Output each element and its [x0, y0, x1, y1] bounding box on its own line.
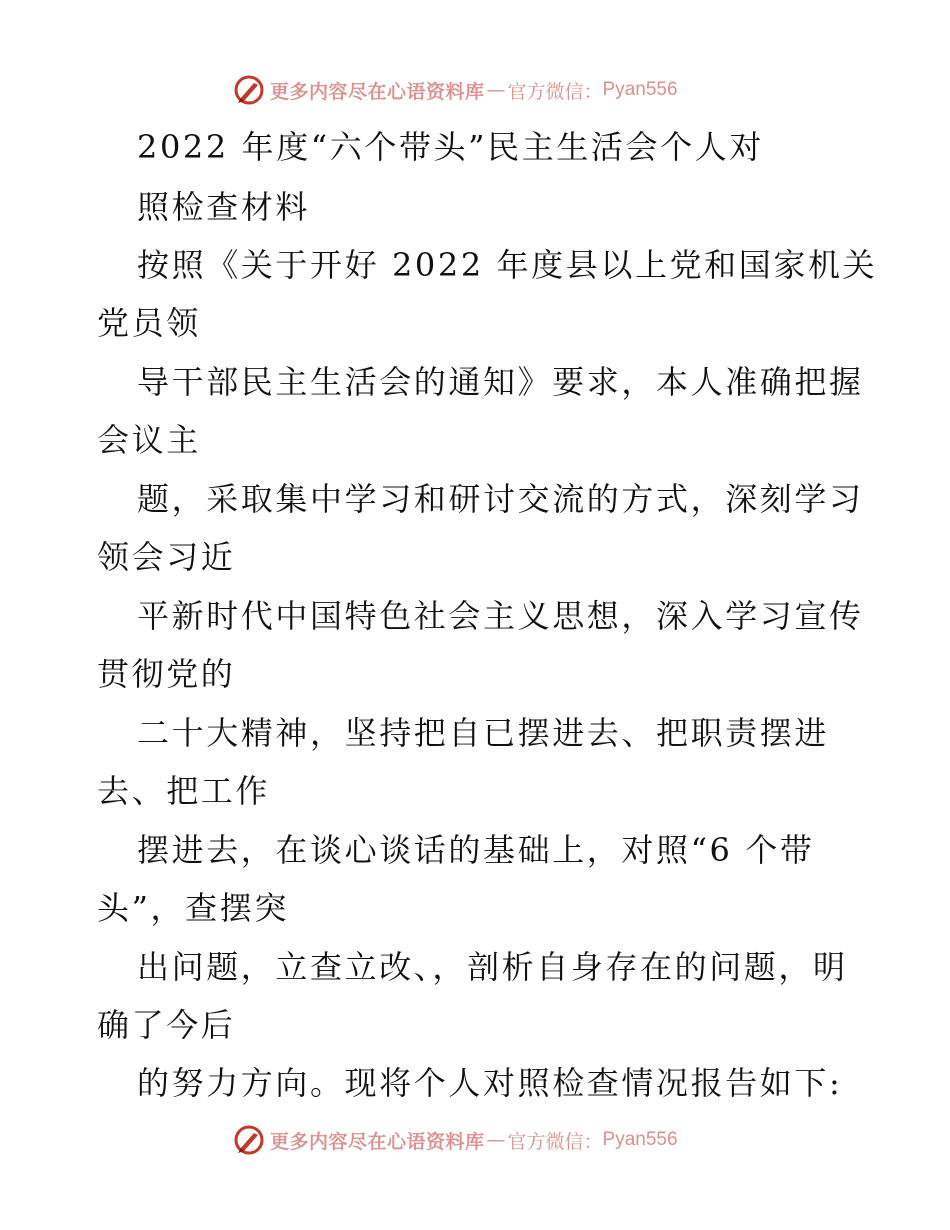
body-line: 贯彻党的	[97, 655, 236, 693]
body-line: 领会习近	[97, 538, 236, 576]
body-line: 摆进去，在谈心谈话的基础上，对照“6 个带	[137, 831, 815, 869]
body-line: 的努力方向。现将个人对照检查情况报告如下:	[137, 1064, 843, 1102]
banner-separator: —	[486, 1129, 506, 1151]
body-line: 确了今后	[97, 1006, 236, 1044]
banner-main-text: 更多内容尽在心语资料库	[270, 1130, 485, 1153]
body-line: 去、把工作	[97, 772, 271, 810]
banner-separator: —	[486, 79, 506, 101]
header-banner	[232, 70, 678, 110]
body-line: 会议主	[97, 421, 201, 459]
pen-logo-icon	[232, 1123, 266, 1157]
banner-wechat-id: Pyan556	[602, 1129, 678, 1150]
banner-sub-text: 官方微信：	[507, 80, 603, 103]
body-line: 平新时代中国特色社会主义思想，深入学习宣传	[137, 597, 864, 635]
body-line: 头”，查摆突	[97, 889, 289, 927]
body-line: 导干部民主生活会的通知》要求，本人准确把握	[137, 363, 864, 401]
title-line-2: 照检查材料	[137, 188, 311, 226]
title-line-1: 2022 年度“六个带头”民主生活会个人对	[137, 128, 764, 166]
body-line: 二十大精神，坚持把自已摆进去、把职责摆进	[137, 714, 830, 752]
footer-banner	[232, 1120, 678, 1160]
body-line: 出问题，立查立改、，剖析自身存在的问题，明	[137, 948, 848, 986]
body-line: 党员领	[97, 304, 201, 342]
banner-main-text: 更多内容尽在心语资料库	[270, 80, 485, 103]
body-line: 按照《关于开好 2022 年度县以上党和国家机关	[137, 246, 878, 284]
banner-wechat-id: Pyan556	[602, 79, 678, 100]
pen-logo-icon	[232, 73, 266, 107]
banner-sub-text: 官方微信：	[507, 1130, 603, 1153]
body-line: 题，采取集中学习和研讨交流的方式，深刻学习	[137, 480, 864, 518]
